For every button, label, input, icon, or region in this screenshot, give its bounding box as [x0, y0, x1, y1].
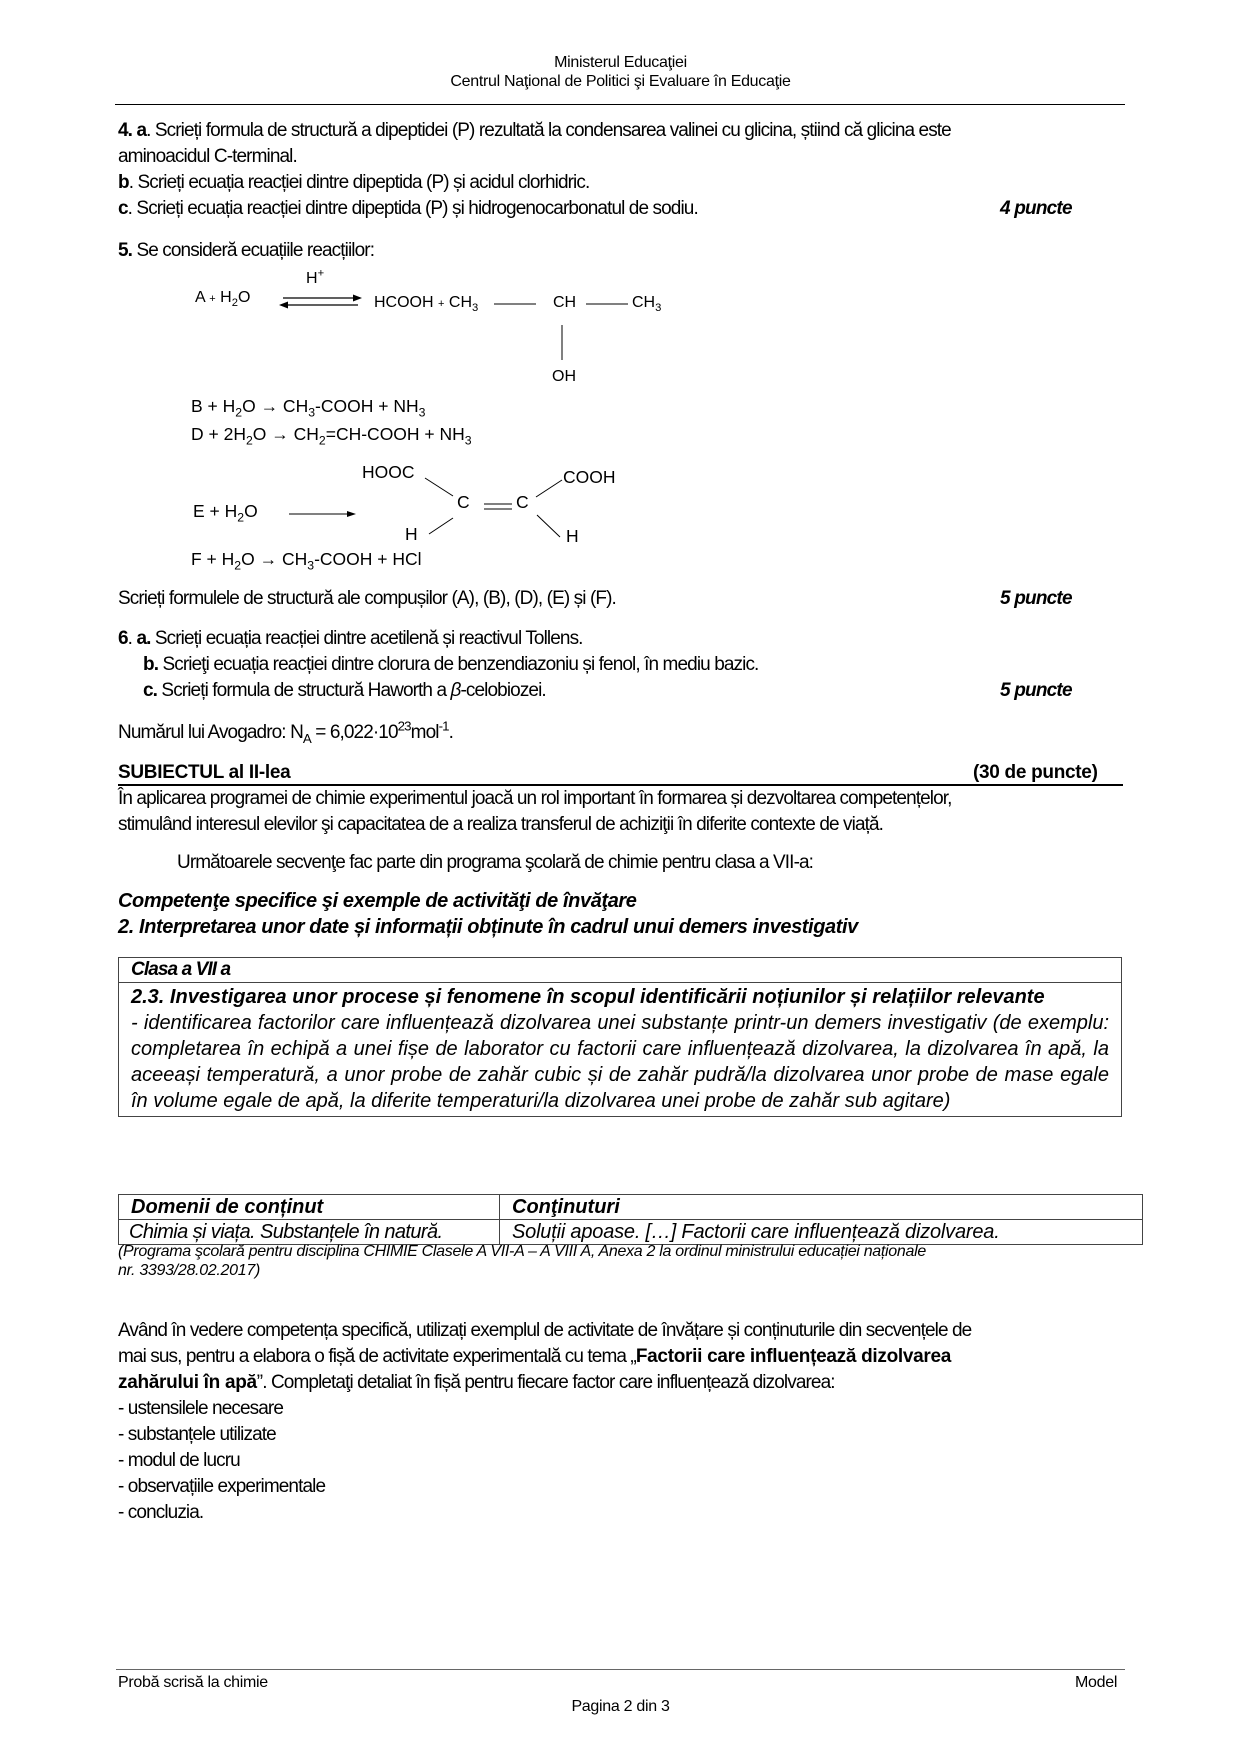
- subject2-para2: Următoarele secvenţe fac parte din programa şcolară de chimie pentru clasa a VII-a:: [177, 852, 814, 873]
- task-l1: Având în vedere competența specifică, utilizați exemplul de activitate de învățare și conținuturile din secvențele de: [118, 1320, 972, 1341]
- task-l2: mai sus, pentru a elabora o fișă de activitate experimentală cu tema „Factorii care influențează dizolvarea: [118, 1346, 952, 1367]
- q4-a-cont: aminoacidul C-terminal.: [118, 146, 297, 167]
- q4-a: 4. a. Scrieți formula de structură a dipeptidei (P) rezultată la condensarea valinei cu glicina, știind că glicina este: [118, 120, 951, 141]
- list-item: - substanțele utilizate: [118, 1424, 276, 1445]
- source-l2: nr. 3393/28.02.2017): [118, 1262, 260, 1279]
- subject2-points: (30 de puncte): [973, 762, 1098, 783]
- list-item: - ustensilele necesare: [118, 1398, 284, 1419]
- footer-rule: [116, 1669, 1125, 1670]
- subject2-underline: [118, 784, 1123, 786]
- q6-a: 6. a. Scrieți ecuația reacției dintre acetilenă și reactivul Tollens.: [118, 628, 583, 649]
- subject2-para1-l1: În aplicarea programei de chimie experimentul joacă un rol important în formarea și dezvoltarea competențelor,: [118, 788, 952, 809]
- e-cooh: COOH: [563, 467, 616, 487]
- list-item: - observațiile experimentale: [118, 1476, 326, 1497]
- col1-header: Domenii de conținut: [119, 1195, 500, 1220]
- reaction-e-left: $E + H_2O$: [193, 501, 258, 525]
- q5-intro: 5. Se consideră ecuațiile reacțiilor:: [118, 240, 375, 261]
- subject2-para1-l2: stimulând interesul elevilor şi capacitatea de a realiza transferul de achiziţii în diferite contexte de viață.: [118, 814, 884, 835]
- task-l3: zahărului în apă”. Completaţi detaliat în fișă pentru fiecare factor care influențează dizolvarea:: [118, 1372, 835, 1393]
- activity-text: - identificarea factorilor care influențează dizolvarea unei substanțe printr-un demers investigativ (de exemplu: completarea în echipă a unei fișe de laborator cu factorii care influențează dizolvarea, la dizolvarea în apă, la aceeași temperatură, a unor probe de zahăr cubic și de zahăr pudră/la dizolvarea unor probe de mase egale în volume egale de apă, la diferite temperaturi/la dizolvarea unei probe de zahăr sub agitare): [131, 1012, 1109, 1112]
- e-c2: C: [516, 492, 529, 512]
- reaction-f: $F + H_2O$ → $CH_3$-COOH + HCl: [191, 549, 422, 573]
- subject2-title: SUBIECTUL al II-lea: [118, 762, 291, 783]
- reaction-d: $D + 2H_2O$ → $CH_2=CH$-COOH + $NH_3$: [191, 424, 472, 448]
- subject2-heading2: 2. Interpretarea unor date și informații obținute în cadrul unui demers investigativ: [118, 916, 858, 938]
- header-center: Centrul Naţional de Politici şi Evaluare în Educaţie: [450, 73, 791, 90]
- col2-value: Soluții apoase. […] Factorii care influențează dizolvarea.: [500, 1220, 1143, 1245]
- content-table: [118, 1194, 1143, 1245]
- footer-right: Model: [1075, 1674, 1118, 1691]
- rA-oh: OH: [552, 368, 576, 385]
- q4-number: 4.: [118, 120, 133, 141]
- rA-left: $A + H_2O$: [195, 289, 251, 310]
- list-item: - concluzia.: [118, 1502, 204, 1523]
- q4-points: 4 puncte: [1000, 198, 1072, 219]
- competence-cell: [119, 983, 1122, 1117]
- e-h1: H: [405, 524, 418, 544]
- e-hooc: HOOC: [362, 462, 415, 482]
- subject2-heading1: Competenţe specifice şi exemple de activităţi de învăţare: [118, 890, 637, 912]
- col1-value: Chimia și viața. Substanțele în natură.: [119, 1220, 500, 1245]
- q5-task: Scrieți formulele de structură ale compușilor (A), (B), (D), (E) și (F).: [118, 588, 616, 609]
- list-item: - modul de lucru: [118, 1450, 240, 1471]
- e-c1: C: [457, 492, 470, 512]
- header-ministry: Ministerul Educaţiei: [554, 54, 687, 71]
- q6-c: c. Scrieți formula de structură Haworth a β-celobiozei.: [143, 680, 546, 701]
- avogadro-constant: Numărul lui Avogadro: $N_A = 6,022\cdot 10^{23}mol^{-1}$.: [118, 718, 453, 746]
- q5-points: 5 puncte: [1000, 588, 1072, 609]
- class-header: Clasa a VII a: [119, 958, 1122, 983]
- col2-header: Conţinuturi: [500, 1195, 1143, 1220]
- e-h2: H: [566, 526, 579, 546]
- reaction-b: $B + H_2O$ → $CH_3$-COOH + $NH_3$: [191, 396, 426, 420]
- q4-c: c. Scrieți ecuația reacției dintre dipeptida (P) și hidrogenocarbonatul de sodiu.: [118, 198, 698, 219]
- footer-left: Probă scrisă la chimie: [118, 1674, 268, 1691]
- q6-number: 6: [118, 628, 128, 649]
- q4-a-label: a: [136, 120, 147, 141]
- competence-text: 2.3. Investigarea unor procese și fenomene în scopul identificării noțiunilor și relațiilor relevante: [131, 986, 1045, 1008]
- q5-number: 5.: [118, 240, 133, 261]
- rA-ch: CH: [553, 294, 577, 311]
- q4-b: b. Scrieți ecuația reacției dintre dipeptida (P) și acidul clorhidric.: [118, 172, 590, 193]
- q6-b: b. Scrieţi ecuația reacției dintre clorura de benzendiazoniu și fenol, în mediu bazic.: [143, 654, 759, 675]
- source-l1: (Programa şcolară pentru disciplina CHIMIE Clasele A VII-A – A VIII A, Anexa 2 la ordinul ministrului educației naționale: [118, 1243, 926, 1260]
- rA-ch3: $CH_3$: [632, 294, 662, 315]
- page-number: Pagina 2 din 3: [571, 1698, 670, 1715]
- q6-points: 5 puncte: [1000, 680, 1072, 701]
- competence-table: [118, 957, 1122, 1117]
- rA-catalyst: H+: [306, 267, 325, 287]
- rA-products: HCOOH + $CH_3$: [374, 294, 479, 315]
